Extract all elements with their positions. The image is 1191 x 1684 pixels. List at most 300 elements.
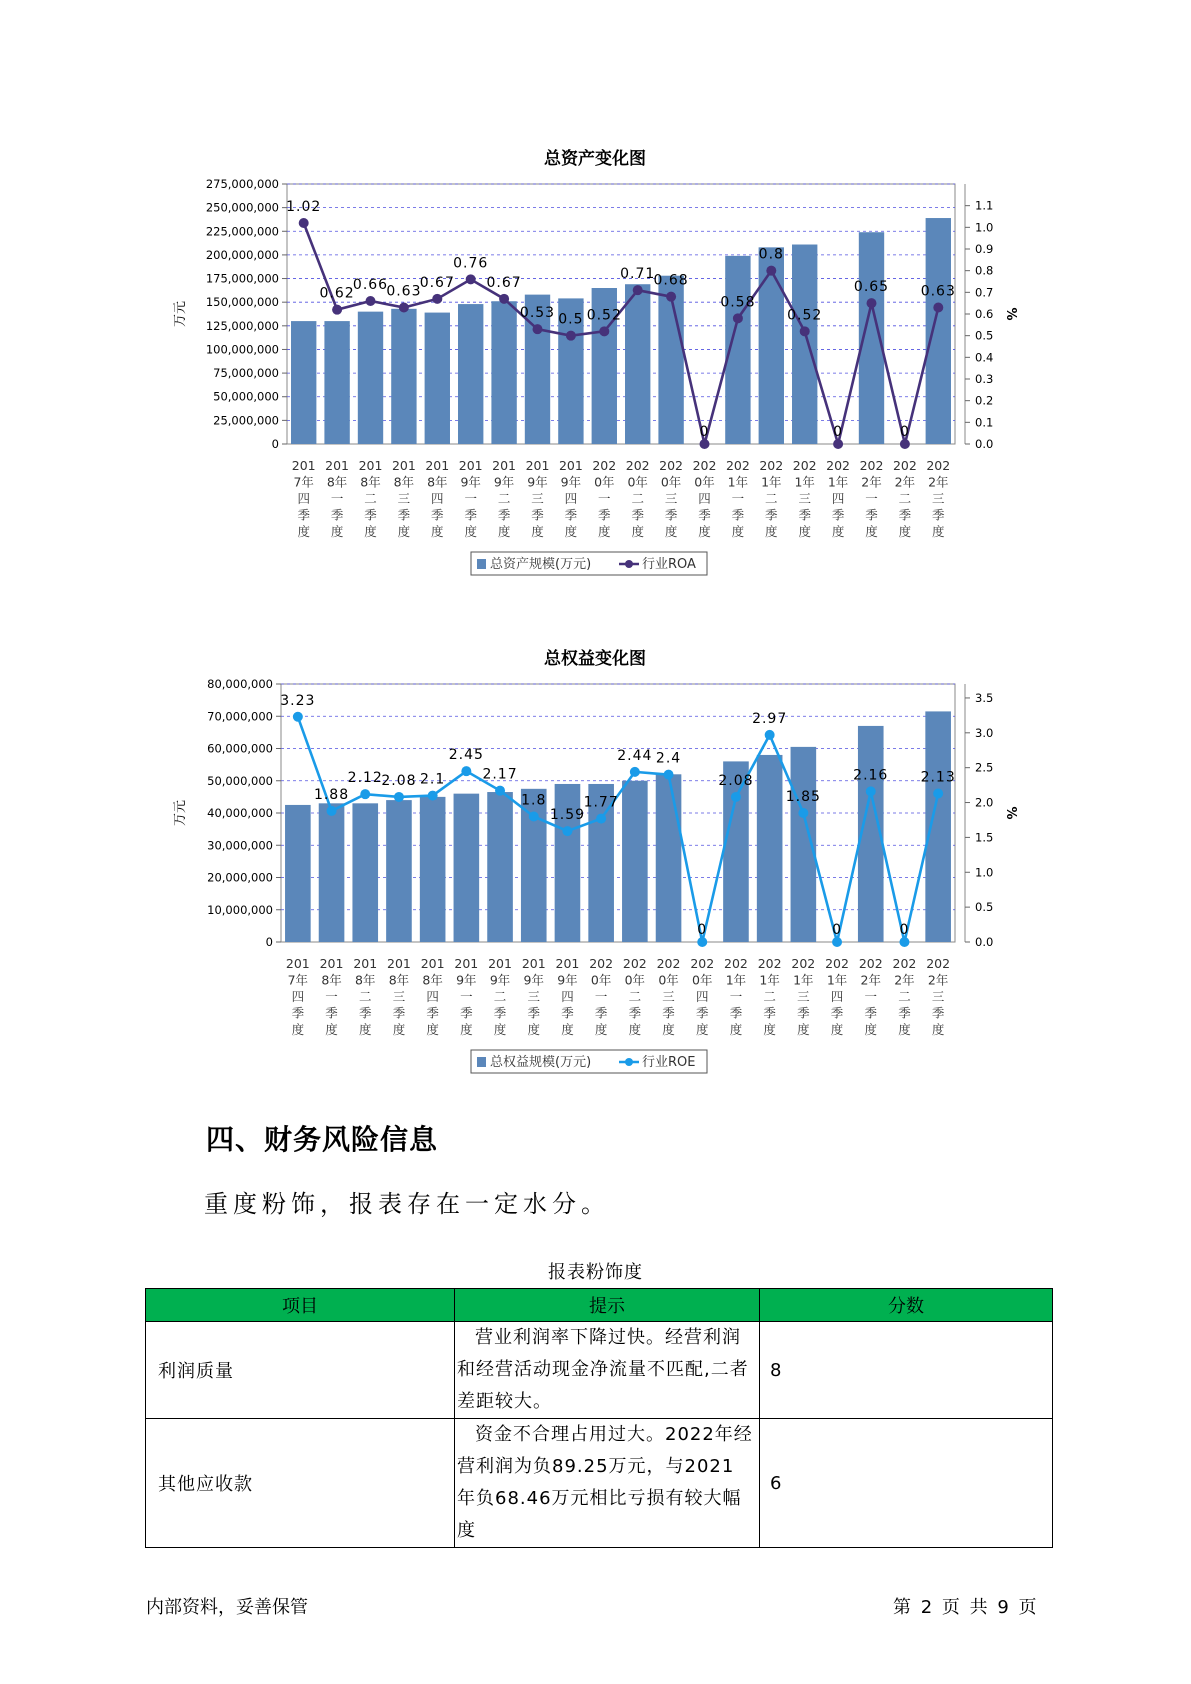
x-tick-label: 度 <box>797 1022 810 1037</box>
x-tick-label: 9年 <box>527 474 548 490</box>
y-tick-label: 0 <box>271 437 279 451</box>
data-label: 0 <box>697 922 708 938</box>
bar <box>319 803 345 942</box>
y-axis-title: 万元 <box>173 799 188 827</box>
data-label: 0.67 <box>419 274 455 291</box>
x-tick-label: 2年 <box>927 972 949 988</box>
bar <box>291 321 316 444</box>
x-tick-label: 三 <box>531 491 544 506</box>
data-label: 2.4 <box>655 750 682 767</box>
x-tick-label: 0年 <box>624 972 646 988</box>
bar <box>420 797 446 942</box>
x-tick-label: 三 <box>397 491 411 506</box>
x-tick-label: 二 <box>765 491 778 506</box>
data-label: 2.08 <box>718 772 754 789</box>
x-tick-label: 1年 <box>725 972 747 988</box>
row-hint: 资金不合理占用过大。2022年经营利润为负89.25万元，与2021年负68.46万元相比亏损有较大幅度 <box>455 1419 760 1548</box>
x-tick-label: 0年 <box>660 474 682 490</box>
y-tick-label: 100,000,000 <box>205 342 279 357</box>
row-score: 6 <box>760 1419 1053 1548</box>
x-tick-label: 季 <box>598 507 611 523</box>
line-point <box>630 767 640 777</box>
x-tick-label: 度 <box>397 524 411 539</box>
y2-tick-label: 0.8 <box>975 263 994 278</box>
x-tick-label: 二 <box>898 491 912 506</box>
equity-chart-svg <box>170 640 1020 1100</box>
x-tick-label: 四 <box>698 491 711 506</box>
x-tick-label: 季 <box>392 1005 406 1021</box>
x-tick-label: 度 <box>662 1022 675 1037</box>
bar <box>458 304 483 444</box>
line-point <box>766 266 776 276</box>
x-tick-label: 201 <box>319 956 344 971</box>
bar <box>925 711 951 942</box>
line-point <box>366 296 376 306</box>
x-tick-label: 季 <box>763 1005 776 1021</box>
x-tick-label: 季 <box>493 1005 507 1021</box>
x-tick-label: 三 <box>392 989 406 1004</box>
line-point <box>428 791 438 801</box>
data-label: 2.1 <box>420 771 446 788</box>
x-tick-label: 201 <box>391 458 416 473</box>
assets-chart <box>170 140 1020 600</box>
x-tick-label: 度 <box>898 524 912 539</box>
x-tick-label: 202 <box>892 458 917 473</box>
x-tick-label: 二 <box>497 491 511 506</box>
x-tick-label: 一 <box>464 491 477 506</box>
legend-bar-swatch <box>477 1057 486 1067</box>
x-tick-label: 1年 <box>827 474 849 490</box>
legend-line-label: 行业ROA <box>642 557 696 572</box>
x-tick-label: 201 <box>558 458 583 473</box>
x-tick-label: 9年 <box>523 972 544 988</box>
data-label: 0.76 <box>453 255 489 272</box>
x-tick-label: 季 <box>864 1005 878 1021</box>
x-tick-label: 202 <box>759 458 784 473</box>
y-tick-label: 125,000,000 <box>205 318 279 333</box>
data-label: 0.63 <box>920 283 956 300</box>
x-tick-label: 0年 <box>692 972 713 988</box>
line-point <box>466 274 476 284</box>
x-tick-label: 201 <box>358 458 383 473</box>
bar <box>656 774 682 942</box>
x-tick-label: 季 <box>330 507 344 523</box>
y2-tick-label: 2.5 <box>975 760 994 775</box>
line-point <box>933 788 943 798</box>
y-axis-title: 万元 <box>173 300 188 328</box>
assets-chart-svg <box>170 140 1020 600</box>
y2-tick-label: 1.1 <box>975 198 994 213</box>
x-tick-label: 8年 <box>393 474 415 490</box>
x-tick-label: 三 <box>797 989 810 1004</box>
x-tick-label: 季 <box>561 1005 574 1021</box>
x-tick-label: 202 <box>625 458 650 473</box>
bar <box>358 312 383 444</box>
y-tick-label: 10,000,000 <box>207 902 273 917</box>
x-tick-label: 度 <box>831 524 845 539</box>
data-label: 0 <box>832 922 843 938</box>
x-tick-label: 一 <box>729 989 743 1004</box>
data-label: 0.53 <box>519 305 556 322</box>
section-body: 重度粉饰，报表存在一定水分。 <box>204 1190 610 1218</box>
data-label: 2.16 <box>853 767 889 784</box>
footer-page-number: 第 2 页 共 9 页 <box>893 1597 1037 1618</box>
x-tick-label: 季 <box>460 1005 473 1021</box>
x-tick-label: 季 <box>426 1005 439 1021</box>
line-point <box>866 786 876 796</box>
bar <box>759 247 784 444</box>
x-tick-label: 季 <box>464 507 477 523</box>
bar <box>324 321 349 444</box>
x-tick-label: 度 <box>598 524 611 539</box>
data-label: 0 <box>899 424 910 440</box>
x-tick-label: 季 <box>527 1005 541 1021</box>
x-tick-label: 季 <box>695 1005 709 1021</box>
x-tick-label: 季 <box>831 507 845 523</box>
x-tick-label: 二 <box>898 989 911 1004</box>
line-point <box>533 324 543 334</box>
data-label: 0.52 <box>787 307 823 324</box>
data-label: 1.85 <box>785 789 821 805</box>
x-tick-label: 202 <box>791 956 816 971</box>
x-tick-label: 9年 <box>460 474 481 490</box>
x-tick-label: 2年 <box>894 474 916 490</box>
legend-bar-label: 总资产规模(万元) <box>490 557 592 572</box>
x-tick-label: 度 <box>594 1022 608 1037</box>
data-label: 0.67 <box>486 274 522 291</box>
x-tick-label: 9年 <box>560 474 582 490</box>
data-label: 0.8 <box>758 246 784 263</box>
y-tick-label: 80,000,000 <box>207 677 273 691</box>
y2-tick-label: 1.0 <box>975 220 994 235</box>
x-tick-label: 1年 <box>793 972 814 988</box>
header-hint: 提示 <box>455 1289 760 1322</box>
y2-tick-label: 3.0 <box>975 725 994 740</box>
x-tick-label: 三 <box>664 491 678 506</box>
line-point <box>633 285 643 295</box>
x-tick-label: 一 <box>598 491 611 506</box>
x-tick-label: 0年 <box>694 474 715 490</box>
equity-chart <box>170 640 1020 1100</box>
y-tick-label: 0 <box>265 935 273 949</box>
y2-tick-label: 0.3 <box>975 372 994 386</box>
x-tick-label: 一 <box>330 491 344 506</box>
line-point <box>798 808 808 818</box>
y2-axis-title: % <box>1003 307 1018 321</box>
x-tick-label: 201 <box>458 458 483 473</box>
x-tick-label: 度 <box>330 524 344 539</box>
x-tick-label: 9年 <box>557 972 578 988</box>
y2-tick-label: 1.5 <box>975 830 994 845</box>
x-tick-label: 度 <box>830 1022 844 1037</box>
x-tick-label: 9年 <box>493 474 515 490</box>
x-tick-label: 9年 <box>456 972 477 988</box>
bar <box>792 245 817 444</box>
y2-tick-label: 0.7 <box>975 285 994 300</box>
data-label: 0 <box>833 424 844 440</box>
row-score: 8 <box>760 1322 1053 1419</box>
x-tick-label: 季 <box>594 1005 608 1021</box>
x-tick-label: 201 <box>325 458 350 473</box>
data-label: 0.63 <box>386 283 422 300</box>
x-tick-label: 1年 <box>727 474 749 490</box>
x-tick-label: 202 <box>792 458 817 473</box>
y-tick-label: 150,000,000 <box>205 295 279 310</box>
equity-chart-title: 总权益变化图 <box>544 649 646 669</box>
data-label: 0.62 <box>319 285 355 302</box>
x-tick-label: 度 <box>297 524 310 539</box>
x-tick-label: 8年 <box>360 474 381 490</box>
line-point <box>666 292 676 302</box>
data-label: 1.77 <box>583 794 619 811</box>
x-tick-label: 8年 <box>355 972 376 988</box>
x-tick-label: 度 <box>729 1022 743 1037</box>
x-tick-label: 201 <box>387 956 411 971</box>
x-tick-label: 度 <box>865 524 878 539</box>
x-tick-label: 四 <box>564 491 578 506</box>
x-tick-label: 2年 <box>894 972 915 988</box>
y2-tick-label: 1.0 <box>975 865 994 880</box>
y2-axis-title: % <box>1003 806 1018 820</box>
x-tick-label: 201 <box>488 956 512 971</box>
line-point <box>399 303 409 313</box>
bar <box>425 313 450 444</box>
x-tick-label: 四 <box>831 491 845 506</box>
x-tick-label: 201 <box>285 956 310 971</box>
x-tick-label: 度 <box>460 1022 473 1037</box>
y2-tick-label: 0.6 <box>975 307 994 321</box>
line-point <box>529 811 539 821</box>
data-label: 0.65 <box>853 279 890 296</box>
x-tick-label: 度 <box>731 524 745 539</box>
x-tick-label: 度 <box>864 1022 878 1037</box>
bar <box>386 800 412 942</box>
x-tick-label: 季 <box>358 1005 372 1021</box>
x-tick-label: 度 <box>564 524 578 539</box>
risk-table <box>145 1288 1053 1548</box>
x-tick-label: 202 <box>858 956 883 971</box>
x-tick-label: 季 <box>297 507 310 523</box>
line-point <box>700 439 710 449</box>
x-tick-label: 季 <box>932 507 945 523</box>
data-label: 0 <box>699 424 710 440</box>
y2-tick-label: 0.4 <box>975 350 994 365</box>
bar <box>454 794 480 942</box>
line-point <box>733 313 743 323</box>
x-tick-label: 季 <box>765 507 778 523</box>
table-row <box>146 1419 1053 1548</box>
x-tick-label: 7年 <box>287 972 309 988</box>
y-tick-label: 50,000,000 <box>207 773 273 788</box>
footer-confidential: 内部资料，妥善保管 <box>146 1597 308 1618</box>
x-tick-label: 度 <box>931 1022 945 1037</box>
x-tick-label: 季 <box>729 1005 743 1021</box>
y-tick-label: 50,000,000 <box>213 389 279 404</box>
x-tick-label: 8年 <box>427 474 448 490</box>
x-tick-label: 季 <box>397 507 411 523</box>
x-tick-label: 201 <box>492 458 517 473</box>
x-tick-label: 度 <box>431 524 444 539</box>
x-tick-label: 度 <box>664 524 678 539</box>
y-tick-label: 25,000,000 <box>213 413 279 428</box>
x-tick-label: 202 <box>589 956 614 971</box>
x-tick-label: 202 <box>859 458 884 473</box>
x-tick-label: 度 <box>695 1022 709 1037</box>
bar <box>285 805 311 942</box>
x-tick-label: 季 <box>662 1005 675 1021</box>
x-tick-label: 一 <box>865 491 878 506</box>
legend-line-marker <box>625 560 633 568</box>
x-tick-label: 季 <box>830 1005 844 1021</box>
x-tick-label: 1年 <box>761 474 782 490</box>
data-label: 3.23 <box>280 692 316 709</box>
line-point <box>293 712 303 722</box>
x-tick-label: 度 <box>325 1022 338 1037</box>
x-tick-label: 0年 <box>658 972 679 988</box>
y2-tick-label: 2.0 <box>975 795 994 810</box>
y2-tick-label: 0.5 <box>975 328 994 343</box>
x-tick-label: 0年 <box>590 972 612 988</box>
line-point <box>899 937 909 947</box>
x-tick-label: 三 <box>527 989 541 1004</box>
x-tick-label: 度 <box>763 1022 776 1037</box>
x-tick-label: 二 <box>631 491 644 506</box>
x-tick-label: 202 <box>724 956 748 971</box>
x-tick-label: 202 <box>825 956 849 971</box>
y-tick-label: 75,000,000 <box>213 366 279 381</box>
x-tick-label: 季 <box>898 507 912 523</box>
line-point <box>332 305 342 315</box>
row-hint: 营业利润率下降过快。经营利润和经营活动现金净流量不匹配,二者差距较大。 <box>455 1322 760 1419</box>
data-label: 2.12 <box>347 770 383 787</box>
line-point <box>394 792 404 802</box>
line-point <box>495 786 505 796</box>
line-point <box>832 937 842 947</box>
x-tick-label: 三 <box>932 491 945 506</box>
x-tick-label: 201 <box>291 458 316 473</box>
line-point <box>566 331 576 341</box>
x-tick-label: 度 <box>698 524 711 539</box>
data-label: 2.08 <box>381 772 417 789</box>
y-tick-label: 70,000,000 <box>207 709 273 724</box>
x-tick-label: 季 <box>798 507 811 523</box>
x-tick-label: 季 <box>931 1005 945 1021</box>
x-tick-label: 度 <box>561 1022 574 1037</box>
section-heading: 四、财务风险信息 <box>206 1123 439 1156</box>
x-tick-label: 201 <box>353 956 378 971</box>
x-tick-label: 202 <box>656 956 681 971</box>
x-tick-label: 季 <box>797 1005 810 1021</box>
x-tick-label: 202 <box>690 956 715 971</box>
x-tick-label: 1年 <box>826 972 848 988</box>
x-tick-label: 度 <box>898 1022 911 1037</box>
y2-tick-label: 0.9 <box>975 242 994 256</box>
bar <box>491 301 516 444</box>
x-tick-label: 8年 <box>326 474 348 490</box>
line-point <box>833 439 843 449</box>
x-tick-label: 二 <box>358 989 372 1004</box>
x-tick-label: 度 <box>464 524 477 539</box>
data-label: 2.17 <box>482 766 518 783</box>
bar <box>487 792 513 942</box>
line-point <box>499 294 509 304</box>
y-tick-label: 225,000,000 <box>205 224 279 239</box>
line-point <box>327 806 337 816</box>
line-point <box>461 766 471 776</box>
data-label: 0.68 <box>653 272 689 289</box>
x-tick-label: 三 <box>662 989 675 1004</box>
data-label: 2.44 <box>617 747 653 764</box>
y-tick-label: 200,000,000 <box>205 247 279 262</box>
x-tick-label: 度 <box>364 524 377 539</box>
y-tick-label: 30,000,000 <box>207 838 273 853</box>
x-tick-label: 202 <box>926 956 951 971</box>
x-tick-label: 201 <box>420 956 445 971</box>
x-tick-label: 一 <box>594 989 608 1004</box>
x-tick-label: 度 <box>531 524 544 539</box>
line-point <box>765 730 775 740</box>
y-tick-label: 40,000,000 <box>207 806 273 820</box>
x-tick-label: 202 <box>757 956 782 971</box>
x-tick-label: 季 <box>431 507 444 523</box>
x-tick-label: 度 <box>497 524 511 539</box>
line-point <box>596 814 606 824</box>
bar <box>926 218 951 444</box>
data-label: 1.88 <box>313 786 350 803</box>
x-tick-label: 四 <box>291 989 305 1004</box>
x-tick-label: 季 <box>531 507 544 523</box>
x-tick-label: 8年 <box>321 972 342 988</box>
row-item: 利润质量 <box>146 1322 455 1419</box>
x-tick-label: 二 <box>763 989 776 1004</box>
data-label: 2.45 <box>448 747 484 764</box>
x-tick-label: 二 <box>493 989 507 1004</box>
data-label: 0.5 <box>558 311 584 328</box>
x-tick-label: 度 <box>631 524 644 539</box>
x-tick-label: 季 <box>631 507 644 523</box>
data-label: 0.52 <box>586 307 622 324</box>
data-label: 1.02 <box>286 199 322 215</box>
x-tick-label: 202 <box>926 458 951 473</box>
x-tick-label: 季 <box>564 507 578 523</box>
x-tick-label: 度 <box>426 1022 439 1037</box>
y2-tick-label: 3.5 <box>975 690 994 705</box>
x-tick-label: 度 <box>392 1022 406 1037</box>
line-point <box>697 937 707 947</box>
line-point <box>432 294 442 304</box>
x-tick-label: 1年 <box>759 972 780 988</box>
y2-tick-label: 0.1 <box>975 415 994 430</box>
x-tick-label: 202 <box>622 956 647 971</box>
header-item: 项目 <box>146 1289 455 1322</box>
y2-tick-label: 0.2 <box>975 393 994 408</box>
x-tick-label: 201 <box>425 458 450 473</box>
x-tick-label: 三 <box>931 989 945 1004</box>
assets-chart-title: 总资产变化图 <box>544 149 646 169</box>
x-tick-label: 季 <box>664 507 678 523</box>
x-tick-label: 四 <box>695 989 709 1004</box>
line-point <box>867 298 877 308</box>
x-tick-label: 202 <box>826 458 851 473</box>
x-tick-label: 四 <box>431 491 444 506</box>
x-tick-label: 四 <box>830 989 844 1004</box>
line-point <box>900 439 910 449</box>
x-tick-label: 201 <box>521 956 546 971</box>
x-tick-label: 三 <box>798 491 811 506</box>
bar <box>622 781 648 942</box>
data-label: 2.97 <box>752 710 788 727</box>
x-tick-label: 季 <box>364 507 377 523</box>
